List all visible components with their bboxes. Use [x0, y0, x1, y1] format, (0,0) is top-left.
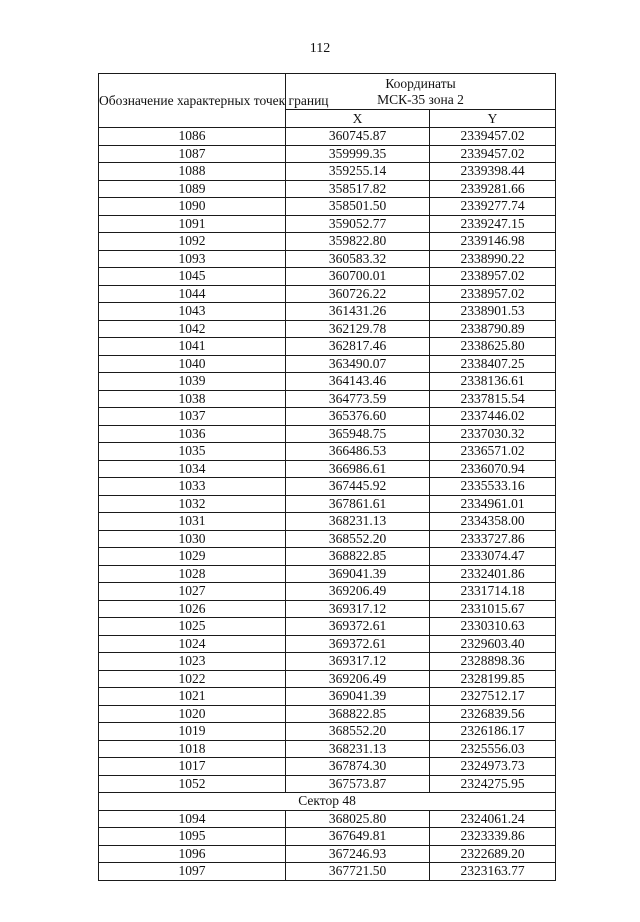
- coordinate-system-label: МСК-35 зона 2: [377, 91, 464, 107]
- y-coordinate-cell: 2327512.17: [430, 688, 556, 706]
- y-coordinate-cell: 2330310.63: [430, 618, 556, 636]
- y-coordinate-cell: 2338957.02: [430, 268, 556, 286]
- x-coordinate-cell: 367721.50: [286, 863, 430, 881]
- x-coordinate-cell: 368231.13: [286, 513, 430, 531]
- table-row: [99, 723, 556, 741]
- section-row: [99, 793, 556, 811]
- x-coordinate-cell: 360700.01: [286, 268, 430, 286]
- table-row: [99, 285, 556, 303]
- point-number-cell: 1090: [99, 198, 286, 216]
- y-coordinate-cell: 2326839.56: [430, 705, 556, 723]
- x-coordinate-cell: 361431.26: [286, 303, 430, 321]
- point-number-cell: 1036: [99, 425, 286, 443]
- table-row: [99, 618, 556, 636]
- table-row: [99, 583, 556, 601]
- table-row: [99, 828, 556, 846]
- table-row: [99, 460, 556, 478]
- y-coordinate-cell: 2339398.44: [430, 163, 556, 181]
- y-coordinate-cell: 2339457.02: [430, 145, 556, 163]
- point-number-cell: 1035: [99, 443, 286, 461]
- x-coordinate-cell: 367861.61: [286, 495, 430, 513]
- point-number-cell: 1027: [99, 583, 286, 601]
- table-row: [99, 600, 556, 618]
- y-coordinate-cell: 2333727.86: [430, 530, 556, 548]
- y-coordinate-cell: 2325556.03: [430, 740, 556, 758]
- x-coordinate-cell: 369372.61: [286, 635, 430, 653]
- y-coordinate-cell: 2338901.53: [430, 303, 556, 321]
- x-coordinate-cell: 363490.07: [286, 355, 430, 373]
- point-number-cell: 1094: [99, 810, 286, 828]
- point-number-cell: 1038: [99, 390, 286, 408]
- coordinates-title: Координаты: [385, 75, 456, 91]
- y-coordinate-cell: 2338407.25: [430, 355, 556, 373]
- point-number-cell: 1034: [99, 460, 286, 478]
- section-label: Сектор 48: [99, 793, 556, 811]
- table-row: [99, 128, 556, 146]
- table-row: [99, 215, 556, 233]
- x-coordinate-cell: 366486.53: [286, 443, 430, 461]
- y-coordinate-cell: 2328898.36: [430, 653, 556, 671]
- y-coordinate-cell: 2338790.89: [430, 320, 556, 338]
- y-coordinate-cell: 2339457.02: [430, 128, 556, 146]
- point-number-cell: 1093: [99, 250, 286, 268]
- table-row: [99, 548, 556, 566]
- x-coordinate-cell: 359052.77: [286, 215, 430, 233]
- table-row: [99, 810, 556, 828]
- y-coordinate-cell: 2329603.40: [430, 635, 556, 653]
- table-row: [99, 653, 556, 671]
- page-number: 112: [309, 41, 331, 56]
- point-number-cell: 1044: [99, 285, 286, 303]
- point-number-cell: 1092: [99, 233, 286, 251]
- x-coordinate-cell: 360583.32: [286, 250, 430, 268]
- y-coordinate-cell: 2323163.77: [430, 863, 556, 881]
- table-row: [99, 425, 556, 443]
- table-body: [99, 128, 556, 881]
- table-header: [99, 74, 556, 128]
- table-row: [99, 355, 556, 373]
- x-coordinate-cell: 368552.20: [286, 723, 430, 741]
- point-number-cell: 1021: [99, 688, 286, 706]
- table-row: [99, 495, 556, 513]
- x-coordinate-cell: 367246.93: [286, 845, 430, 863]
- x-coordinate-cell: 367649.81: [286, 828, 430, 846]
- x-coordinate-cell: 369206.49: [286, 583, 430, 601]
- y-coordinate-cell: 2323339.86: [430, 828, 556, 846]
- y-coordinate-cell: 2338136.61: [430, 373, 556, 391]
- y-coordinate-cell: 2334961.01: [430, 495, 556, 513]
- point-number-cell: 1017: [99, 758, 286, 776]
- x-coordinate-cell: 360745.87: [286, 128, 430, 146]
- y-coordinate-cell: 2337815.54: [430, 390, 556, 408]
- point-number-cell: 1037: [99, 408, 286, 426]
- table-row: [99, 635, 556, 653]
- y-coordinate-cell: 2339277.74: [430, 198, 556, 216]
- x-coordinate-cell: 369317.12: [286, 653, 430, 671]
- x-coordinate-cell: 366986.61: [286, 460, 430, 478]
- point-number-cell: 1040: [99, 355, 286, 373]
- y-coordinate-cell: 2332401.86: [430, 565, 556, 583]
- table-row: [99, 338, 556, 356]
- table-row: [99, 268, 556, 286]
- x-coordinate-cell: 367874.30: [286, 758, 430, 776]
- point-number-cell: 1022: [99, 670, 286, 688]
- x-coordinate-cell: 365948.75: [286, 425, 430, 443]
- point-number-cell: 1019: [99, 723, 286, 741]
- y-coordinate-cell: 2331714.18: [430, 583, 556, 601]
- point-number-cell: 1087: [99, 145, 286, 163]
- point-number-cell: 1043: [99, 303, 286, 321]
- y-coordinate-cell: 2333074.47: [430, 548, 556, 566]
- x-coordinate-cell: 367445.92: [286, 478, 430, 496]
- x-coordinate-cell: 369041.39: [286, 565, 430, 583]
- table-row: [99, 145, 556, 163]
- x-coordinate-cell: 369372.61: [286, 618, 430, 636]
- y-coordinate-cell: 2322689.20: [430, 845, 556, 863]
- table-row: [99, 443, 556, 461]
- table-row: [99, 758, 556, 776]
- table-row: [99, 233, 556, 251]
- point-number-cell: 1029: [99, 548, 286, 566]
- x-coordinate-cell: 362817.46: [286, 338, 430, 356]
- table-row: [99, 845, 556, 863]
- y-coordinate-cell: 2337030.32: [430, 425, 556, 443]
- point-number-cell: 1018: [99, 740, 286, 758]
- y-coordinate-cell: 2339281.66: [430, 180, 556, 198]
- coordinates-table: [98, 73, 556, 881]
- point-number-cell: 1091: [99, 215, 286, 233]
- table-row: [99, 478, 556, 496]
- table-row: [99, 688, 556, 706]
- table-row: [99, 390, 556, 408]
- x-column-header: X: [286, 110, 430, 128]
- x-coordinate-cell: 368822.85: [286, 548, 430, 566]
- y-coordinate-cell: 2338957.02: [430, 285, 556, 303]
- x-coordinate-cell: 365376.60: [286, 408, 430, 426]
- x-coordinate-cell: 368822.85: [286, 705, 430, 723]
- table-row: [99, 303, 556, 321]
- x-coordinate-cell: 359999.35: [286, 145, 430, 163]
- x-coordinate-cell: 358517.82: [286, 180, 430, 198]
- table-row: [99, 513, 556, 531]
- table-row: [99, 705, 556, 723]
- y-coordinate-cell: 2328199.85: [430, 670, 556, 688]
- table-row: [99, 320, 556, 338]
- table-row: [99, 863, 556, 881]
- y-coordinate-cell: 2324275.95: [430, 775, 556, 793]
- y-coordinate-cell: 2336070.94: [430, 460, 556, 478]
- point-number-cell: 1097: [99, 863, 286, 881]
- point-number-cell: 1033: [99, 478, 286, 496]
- x-coordinate-cell: 369317.12: [286, 600, 430, 618]
- y-coordinate-cell: 2324973.73: [430, 758, 556, 776]
- x-coordinate-cell: 358501.50: [286, 198, 430, 216]
- y-coordinate-cell: 2338625.80: [430, 338, 556, 356]
- y-coordinate-cell: 2336571.02: [430, 443, 556, 461]
- x-coordinate-cell: 368552.20: [286, 530, 430, 548]
- y-coordinate-cell: 2338990.22: [430, 250, 556, 268]
- x-coordinate-cell: 364773.59: [286, 390, 430, 408]
- point-number-cell: 1020: [99, 705, 286, 723]
- table-row: [99, 198, 556, 216]
- point-number-cell: 1026: [99, 600, 286, 618]
- x-coordinate-cell: 367573.87: [286, 775, 430, 793]
- point-number-cell: 1096: [99, 845, 286, 863]
- table-row: [99, 775, 556, 793]
- point-designation-header: Обозначение характерных точек границ: [99, 74, 286, 128]
- point-number-cell: 1052: [99, 775, 286, 793]
- table-row: [99, 250, 556, 268]
- table-row: [99, 670, 556, 688]
- y-coordinate-cell: 2337446.02: [430, 408, 556, 426]
- x-coordinate-cell: 368025.80: [286, 810, 430, 828]
- x-coordinate-cell: 369206.49: [286, 670, 430, 688]
- point-number-cell: 1039: [99, 373, 286, 391]
- point-number-cell: 1086: [99, 128, 286, 146]
- x-coordinate-cell: 359822.80: [286, 233, 430, 251]
- point-number-cell: 1023: [99, 653, 286, 671]
- table-row: [99, 180, 556, 198]
- point-number-cell: 1032: [99, 495, 286, 513]
- x-coordinate-cell: 368231.13: [286, 740, 430, 758]
- table-row: [99, 373, 556, 391]
- x-coordinate-cell: 360726.22: [286, 285, 430, 303]
- x-coordinate-cell: 359255.14: [286, 163, 430, 181]
- y-coordinate-cell: 2324061.24: [430, 810, 556, 828]
- y-coordinate-cell: 2339146.98: [430, 233, 556, 251]
- point-number-cell: 1030: [99, 530, 286, 548]
- point-number-cell: 1041: [99, 338, 286, 356]
- point-number-cell: 1024: [99, 635, 286, 653]
- table-row: [99, 530, 556, 548]
- point-number-cell: 1042: [99, 320, 286, 338]
- y-coordinate-cell: 2334358.00: [430, 513, 556, 531]
- table-row: [99, 163, 556, 181]
- table-row: [99, 740, 556, 758]
- point-number-cell: 1095: [99, 828, 286, 846]
- y-coordinate-cell: 2335533.16: [430, 478, 556, 496]
- y-coordinate-cell: 2326186.17: [430, 723, 556, 741]
- x-coordinate-cell: 364143.46: [286, 373, 430, 391]
- x-coordinate-cell: 362129.78: [286, 320, 430, 338]
- table-row: [99, 408, 556, 426]
- point-number-cell: 1025: [99, 618, 286, 636]
- point-number-cell: 1045: [99, 268, 286, 286]
- point-number-cell: 1031: [99, 513, 286, 531]
- point-number-cell: 1089: [99, 180, 286, 198]
- y-coordinate-cell: 2339247.15: [430, 215, 556, 233]
- x-coordinate-cell: 369041.39: [286, 688, 430, 706]
- point-number-cell: 1088: [99, 163, 286, 181]
- table-row: [99, 565, 556, 583]
- y-coordinate-cell: 2331015.67: [430, 600, 556, 618]
- point-number-cell: 1028: [99, 565, 286, 583]
- y-column-header: Y: [430, 110, 556, 128]
